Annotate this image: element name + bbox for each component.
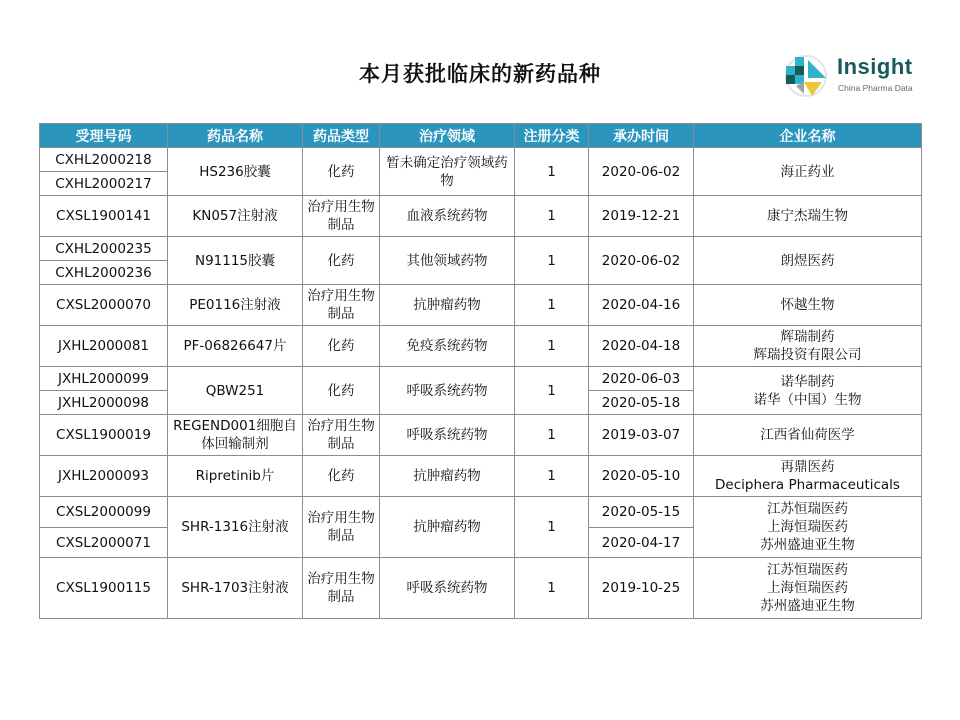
company-cell: 江西省仙荷医学 (694, 415, 922, 456)
drug-type-cell: 治疗用生物制品 (303, 415, 380, 456)
company-line: 辉瑞投资有限公司 (753, 347, 862, 363)
company-cell: 康宁杰瑞生物 (694, 196, 922, 237)
drug-name-cell: SHR-1316注射液 (168, 497, 303, 558)
table-row (40, 456, 922, 497)
reg-class-cell: 1 (515, 456, 589, 497)
date-cell: 2020-05-10 (589, 456, 694, 497)
company-line: 苏州盛迪亚生物 (760, 598, 855, 614)
company-line: 再鼎医药 (780, 459, 835, 475)
date-cell: 2020-05-18 (589, 391, 694, 415)
company-line: 辉瑞制药 (780, 329, 835, 345)
company-cell: 朗煜医药 (694, 237, 922, 285)
reg-class-cell: 1 (515, 367, 589, 415)
therapy-area-cell: 抗肿瘤药物 (380, 285, 515, 326)
accept-no-cell: CXSL2000070 (40, 285, 168, 326)
accept-no-cell: CXHL2000235 (40, 237, 168, 261)
company-line: Deciphera Pharmaceuticals (715, 477, 900, 493)
drug-name-cell: Ripretinib片 (168, 456, 303, 497)
drug-type-cell: 治疗用生物制品 (303, 196, 380, 237)
drug-name-cell: PE0116注射液 (168, 285, 303, 326)
company-cell: 怀越生物 (694, 285, 922, 326)
accept-no-cell: CXHL2000236 (40, 261, 168, 285)
drug-type-cell: 化药 (303, 326, 380, 367)
col-header-drug-name: 药品名称 (168, 124, 303, 148)
reg-class-cell: 1 (515, 326, 589, 367)
therapy-area-cell: 暂未确定治疗领域药物 (380, 148, 515, 196)
drug-name-cell: PF-06826647片 (168, 326, 303, 367)
table-row (40, 415, 922, 456)
company-line: 诺华（中国）生物 (753, 391, 862, 408)
accept-no-cell: CXSL2000071 (40, 528, 168, 558)
table-row (40, 285, 922, 326)
table-row (40, 558, 922, 619)
company-cell (694, 367, 922, 415)
col-header-reg-class: 注册分类 (515, 124, 589, 148)
col-header-therapy-area: 治疗领域 (380, 124, 515, 148)
company-line: 诺华制药 (780, 373, 835, 390)
reg-class-cell: 1 (515, 196, 589, 237)
accept-no-cell: CXSL1900019 (40, 415, 168, 456)
drug-name-cell: HS236胶囊 (168, 148, 303, 196)
col-header-company: 企业名称 (694, 124, 922, 148)
table-row (40, 237, 922, 261)
company-line: 江苏恒瑞医药 (767, 562, 848, 578)
reg-class-cell: 1 (515, 415, 589, 456)
date-cell: 2019-03-07 (589, 415, 694, 456)
therapy-area-cell: 呼吸系统药物 (380, 558, 515, 619)
accept-no-cell: CXHL2000217 (40, 172, 168, 196)
drug-name-cell: KN057注射液 (168, 196, 303, 237)
date-cell: 2020-04-16 (589, 285, 694, 326)
drug-name-cell: REGEND001细胞自体回输制剂 (168, 415, 303, 456)
logo-wordmark: Insight (837, 54, 913, 79)
drug-name-cell: QBW251 (168, 367, 303, 415)
reg-class-cell: 1 (515, 148, 589, 196)
date-cell: 2020-06-02 (589, 237, 694, 285)
approved-drugs-table (39, 123, 922, 619)
drug-name-cell: N91115胶囊 (168, 237, 303, 285)
company-line: 苏州盛迪亚生物 (760, 537, 855, 553)
reg-class-cell: 1 (515, 237, 589, 285)
logo-subtitle: China Pharma Data (838, 83, 913, 93)
date-cell: 2019-10-25 (589, 558, 694, 619)
date-cell: 2020-06-03 (589, 367, 694, 391)
date-cell: 2020-05-15 (589, 497, 694, 528)
accept-no-cell: JXHL2000093 (40, 456, 168, 497)
drug-type-cell: 化药 (303, 456, 380, 497)
date-cell: 2019-12-21 (589, 196, 694, 237)
drug-type-cell: 治疗用生物制品 (303, 285, 380, 326)
table-row (40, 148, 922, 172)
accept-no-cell: CXSL1900115 (40, 558, 168, 619)
accept-no-cell: CXSL1900141 (40, 196, 168, 237)
accept-no-cell: CXSL2000099 (40, 497, 168, 528)
reg-class-cell: 1 (515, 285, 589, 326)
table-row (40, 196, 922, 237)
company-cell: 海正药业 (694, 148, 922, 196)
col-header-date: 承办时间 (589, 124, 694, 148)
col-header-accept-no: 受理号码 (40, 124, 168, 148)
drug-name-cell: SHR-1703注射液 (168, 558, 303, 619)
page-title: 本月获批临床的新药品种 (359, 62, 601, 86)
therapy-area-cell: 其他领域药物 (380, 237, 515, 285)
company-cell (694, 326, 922, 367)
col-header-drug-type: 药品类型 (303, 124, 380, 148)
therapy-area-cell: 免疫系统药物 (380, 326, 515, 367)
insight-logo-icon (782, 52, 830, 98)
therapy-area-cell: 抗肿瘤药物 (380, 456, 515, 497)
company-cell (694, 456, 922, 497)
date-cell: 2020-04-17 (589, 528, 694, 558)
table-row (40, 367, 922, 391)
accept-no-cell: CXHL2000218 (40, 148, 168, 172)
company-line: 江苏恒瑞医药 (767, 501, 848, 517)
drug-type-cell: 化药 (303, 237, 380, 285)
accept-no-cell: JXHL2000099 (40, 367, 168, 391)
drug-type-cell: 治疗用生物制品 (303, 497, 380, 558)
drug-type-cell: 化药 (303, 148, 380, 196)
date-cell: 2020-04-18 (589, 326, 694, 367)
table-row (40, 326, 922, 367)
company-line: 上海恒瑞医药 (767, 519, 848, 535)
insight-logo (782, 52, 932, 98)
drug-type-cell: 治疗用生物制品 (303, 558, 380, 619)
reg-class-cell: 1 (515, 497, 589, 558)
accept-no-cell: JXHL2000081 (40, 326, 168, 367)
therapy-area-cell: 呼吸系统药物 (380, 415, 515, 456)
therapy-area-cell: 抗肿瘤药物 (380, 497, 515, 558)
accept-no-cell: JXHL2000098 (40, 391, 168, 415)
reg-class-cell: 1 (515, 558, 589, 619)
company-cell (694, 497, 922, 558)
date-cell: 2020-06-02 (589, 148, 694, 196)
table-header-row (40, 124, 922, 148)
company-line: 上海恒瑞医药 (767, 580, 848, 596)
company-cell (694, 558, 922, 619)
table-row (40, 497, 922, 528)
therapy-area-cell: 血液系统药物 (380, 196, 515, 237)
drug-type-cell: 化药 (303, 367, 380, 415)
therapy-area-cell: 呼吸系统药物 (380, 367, 515, 415)
